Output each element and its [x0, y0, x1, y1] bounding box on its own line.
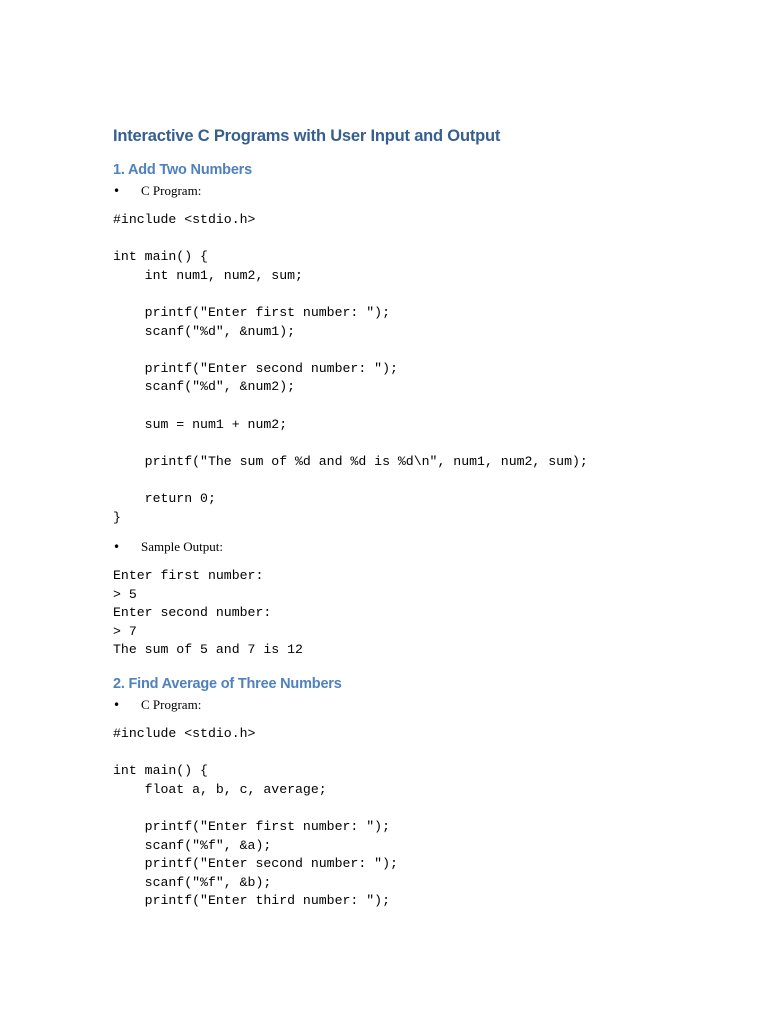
document-title: Interactive C Programs with User Input and Output	[113, 127, 501, 145]
code-line: int main() {	[113, 249, 208, 265]
bullet-item-sample-output	[113, 536, 733, 558]
code-line	[113, 799, 733, 818]
bullet-label: C Program:	[141, 183, 202, 198]
code-line: Enter second number:	[113, 605, 272, 621]
bullet-item-c-program	[113, 694, 733, 716]
code-line: Enter first number:	[113, 568, 264, 584]
code-line: > 5	[113, 586, 137, 602]
code-line: #include <stdio.h>	[113, 212, 256, 227]
code-line	[113, 285, 733, 304]
code-block-find-average	[113, 725, 733, 911]
code-line: scanf("%f", &a);	[113, 837, 272, 853]
code-line: int main() {	[113, 763, 208, 779]
bullet-icon: •	[113, 540, 121, 555]
bullet-item-c-program	[113, 180, 733, 202]
code-line: printf("Enter second number: ");	[113, 360, 398, 376]
code-line: scanf("%f", &b);	[113, 874, 272, 890]
code-line: scanf("%d", &num2);	[113, 379, 296, 395]
code-line: The sum of 5 and 7 is 12	[113, 642, 303, 658]
code-line: return 0;	[113, 490, 216, 506]
code-line	[113, 744, 733, 763]
code-block-add-two-numbers	[113, 211, 733, 527]
code-line	[113, 471, 733, 490]
code-line: }	[113, 509, 121, 525]
code-line: int num1, num2, sum;	[113, 267, 303, 283]
code-line: > 7	[113, 623, 137, 639]
bullet-icon: •	[113, 184, 121, 198]
code-line: printf("Enter first number: ");	[113, 304, 390, 320]
section-heading-find-average: 2. Find Average of Three Numbers	[113, 676, 342, 693]
code-line	[113, 341, 733, 360]
code-line: printf("Enter first number: ");	[113, 819, 390, 835]
code-line: #include <stdio.h>	[113, 726, 256, 742]
section-heading-add-two-numbers: 1. Add Two Numbers	[113, 162, 252, 178]
code-line: printf("Enter third number: ");	[113, 893, 390, 909]
code-line: printf("Enter second number: ");	[113, 856, 398, 872]
code-line: scanf("%d", &num1);	[113, 323, 296, 339]
code-line: printf("The sum of %d and %d is %d\n", num1, num2, sum);	[113, 453, 588, 469]
bullet-label: C Program:	[141, 697, 202, 713]
document-page	[113, 124, 733, 911]
sample-output-block	[113, 567, 733, 660]
code-line: sum = num1 + num2;	[113, 416, 288, 432]
bullet-label: Sample Output:	[141, 539, 223, 555]
code-line: float a, b, c, average;	[113, 781, 327, 797]
bullet-icon: •	[113, 698, 121, 713]
code-line	[113, 230, 733, 249]
code-line	[113, 434, 733, 453]
code-line	[113, 397, 733, 416]
